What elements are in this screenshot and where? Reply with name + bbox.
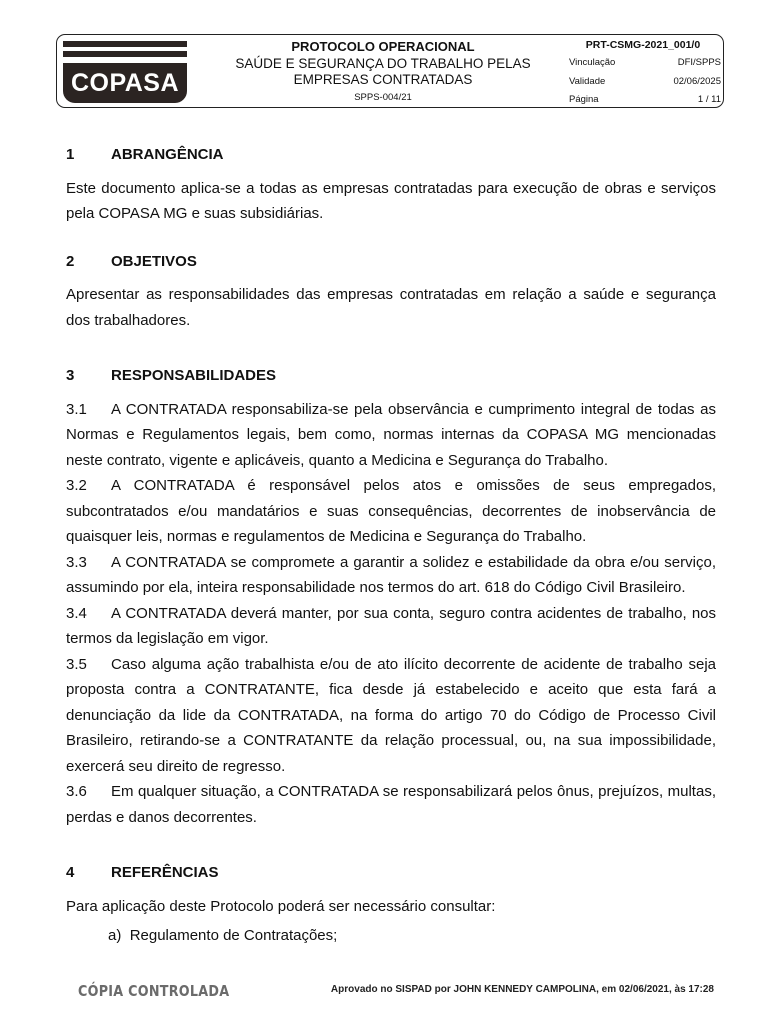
item-text: Caso alguma ação trabalhista e/ou de ato ilícito decorrente de acidente de trabalho seja proposta contra a CONTRATANTE, fica desde já estabelecido e aceito que esta fará a denunciação da lide da CONTRATADA, na forma do artigo 70 do Código de Processo Civil Brasileiro, retirando-se a CONTRATANTE da relação processual, ou, na sua impossibilidade, exercerá seu direito de regresso. <box>66 655 716 775</box>
header-subtitle-line2: EMPRESAS CONTRATADAS <box>293 72 473 87</box>
section-number: 2 <box>66 252 75 270</box>
item-text: A CONTRATADA se compromete a garantir a solidez e estabilidade da obra e/ou serviço, assumindo por ela, inteira responsabilidade nos termos do art. 618 do Código Civil Brasileiro. <box>66 553 716 596</box>
section-paragraph: Apresentar as responsabilidades das empresas contratadas em relação a saúde e segurança dos trabalhadores. <box>66 286 716 329</box>
item-text: A CONTRATADA responsabiliza-se pela observância e cumprimento integral de todas as Normas e Regulamentos legais, bem como, normas internas da COPASA MG mencionadas neste contrato, vigente e aplicáveis, quanto a Medicina e Segurança do Trabalho. <box>66 400 716 469</box>
list-item <box>66 652 716 780</box>
vinculacao-value: DFI/SPPS <box>677 57 721 68</box>
item-text: Em qualquer situação, a CONTRATADA se responsabilizará pelos ônus, prejuízos, multas, perdas e danos decorrentes. <box>66 783 716 826</box>
validade-label: Validade <box>569 75 606 87</box>
item-number: 3.4 <box>66 604 87 622</box>
pagina-label: Página <box>569 94 599 105</box>
list-item <box>66 779 716 830</box>
section-number: 1 <box>66 146 75 163</box>
item-number: 3.2 <box>66 477 87 494</box>
item-number: 3.1 <box>66 400 87 418</box>
validade-value: 02/06/2025 <box>673 75 721 87</box>
section-number: 3 <box>66 367 75 384</box>
reference-label: a) <box>108 927 122 944</box>
section-paragraph: Para aplicação deste Protocolo poderá ser necessário consultar: <box>66 897 496 915</box>
header-meta-block <box>565 37 721 110</box>
list-item <box>66 550 716 601</box>
copasa-logo <box>63 41 187 103</box>
header-subtitle-line1: SAÚDE E SEGURANÇA DO TRABALHO PELAS <box>235 56 531 71</box>
section-title: ABRANGÊNCIA <box>111 146 224 163</box>
meta-row-vinculacao <box>565 54 721 73</box>
section-title: REFERÊNCIAS <box>111 864 219 881</box>
item-text: A CONTRATADA é responsável pelos atos e omissões de seus empregados, subcontratados e/ou mandatários e suas consequências, decorrentes de inobservância de quaisquer leis, normas e regulamentos de Medicina e Segurança do Trabalho. <box>66 477 716 545</box>
section-heading-2 <box>66 249 716 275</box>
doc-code: PRT-CSMG-2021_001/0 <box>585 39 701 51</box>
section-heading-1 <box>66 142 716 168</box>
item-text: A CONTRATADA deverá manter, por sua conta, seguro contra acidentes de trabalho, nos termos da legislação em vigor. <box>66 604 716 647</box>
header-title: PROTOCOLO OPERACIONAL <box>291 39 475 54</box>
section-title: RESPONSABILIDADES <box>111 367 277 384</box>
section-title: OBJETIVOS <box>111 252 197 270</box>
item-number: 3.6 <box>66 783 87 800</box>
meta-row-validade <box>565 73 721 92</box>
logo-text: COPASA <box>63 63 187 103</box>
controlled-copy-stamp: CÓPIA CONTROLADA <box>78 982 230 1000</box>
list-item <box>66 473 716 550</box>
reference-text: Regulamento de Contratações; <box>129 927 338 944</box>
reference-item <box>108 923 716 949</box>
document-body <box>66 142 716 949</box>
logo-stripe-top <box>63 41 187 47</box>
item-number: 3.3 <box>66 553 87 571</box>
section-number: 4 <box>66 864 75 881</box>
header-code-small: SPPS-004/21 <box>354 92 412 103</box>
vinculacao-label: Vinculação <box>569 57 616 68</box>
header-title-block <box>217 37 549 105</box>
approval-note: Aprovado no SISPAD por JOHN KENNEDY CAMPOLINA, em 02/06/2021, às 17:28 <box>330 984 714 995</box>
list-item <box>66 397 716 474</box>
item-number: 3.5 <box>66 655 87 673</box>
section-heading-3 <box>66 363 716 389</box>
logo-stripe-bottom <box>63 51 187 57</box>
pagina-value: 1 / 11 <box>697 94 721 105</box>
meta-row-pagina <box>565 91 721 110</box>
document-header <box>56 34 724 108</box>
section-heading-4 <box>66 860 716 886</box>
list-item <box>66 601 716 652</box>
section-paragraph: Este documento aplica-se a todas as empresas contratadas para execução de obras e serviços pela COPASA MG e suas subsidiárias. <box>66 179 716 222</box>
